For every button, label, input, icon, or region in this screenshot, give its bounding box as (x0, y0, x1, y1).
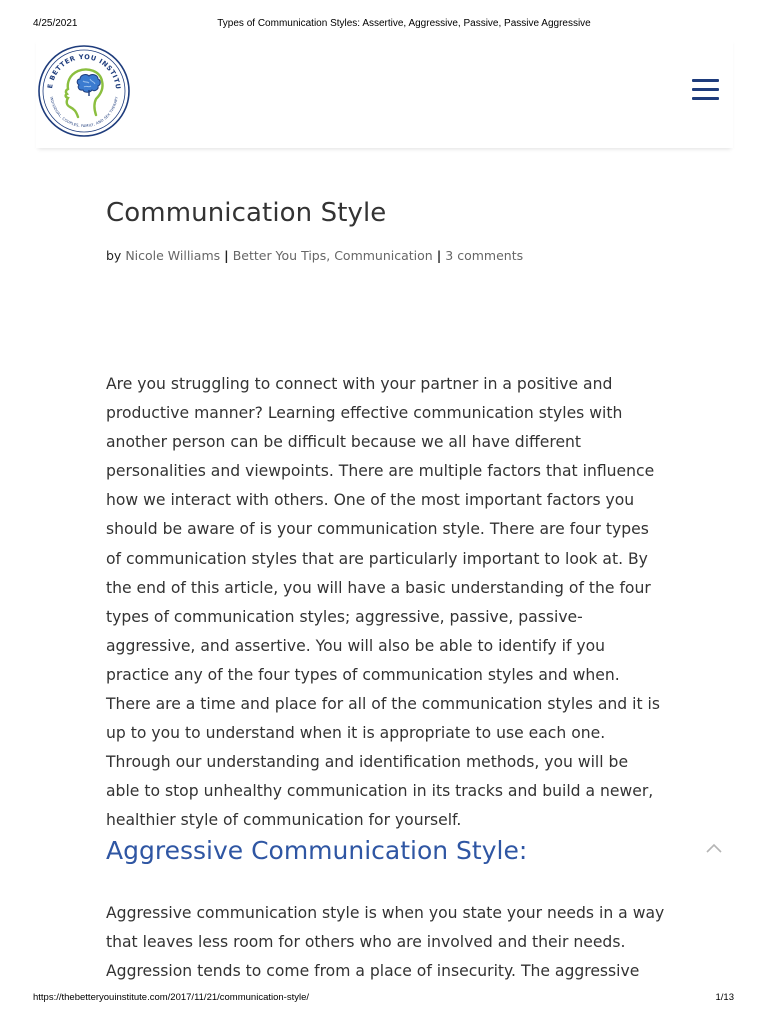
print-url: https://thebetteryouinstitute.com/2017/11/21/communication-style/ (33, 992, 310, 1003)
comments-link[interactable]: 3 comments (445, 248, 524, 263)
chevron-up-icon[interactable] (705, 841, 723, 855)
menu-bar (692, 79, 719, 82)
menu-bar (692, 88, 719, 91)
hamburger-menu-icon[interactable] (692, 79, 719, 101)
aggressive-paragraph: Aggressive communication style is when you state your needs in a way that leaves less room for others who are involved and their needs. Aggression tends to come from a place of insecurity. The aggressive (106, 904, 665, 981)
logo-icon (38, 43, 130, 138)
post-meta (106, 248, 523, 263)
meta-by: by (106, 248, 122, 263)
section-heading-aggressive: Aggressive Communication Style: (106, 836, 528, 865)
author-link[interactable]: Nicole Williams (125, 248, 221, 263)
meta-divider: | (436, 248, 442, 263)
intro-paragraph: Are you struggling to connect with your partner in a positive and productive manner? Learning effective communication styles with another person can be difficult because we all have different personalities and viewpoints. There are multiple factors that influence how we interact with others. One of the most important factors you should be aware of is your communication style. There are four types of communication styles that are particularly important to look at. By the end of this article, you will have a basic understanding of the four types of communication styles; aggressive, passive, passive-aggressive, and assertive. You will also be able to identify if you practice any of the four types of communication styles and when. There are a time and place for all of the communication styles and it is up to you to understand when it is appropriate to use each one. Through our understanding and identification methods, you will be able to stop unhealthy communication in its tracks and build a newer, healthier style of communication for yourself. (106, 375, 660, 830)
site-logo[interactable] (38, 43, 130, 138)
print-date: 4/25/2021 (33, 18, 78, 29)
category-link-better-you-tips[interactable]: Better You Tips (232, 248, 327, 263)
category-separator: , (326, 248, 335, 263)
print-page-number: 1/13 (715, 992, 734, 1003)
svg-text:THE BETTER YOU INSTITUTE: E BETTER YOU INSTITU (46, 52, 123, 91)
svg-text:INDIVIDUAL, COUPLES, FAMILY, A: INDIVIDUAL, COUPLES, FAMILY, AND SEX THERAPY (49, 96, 119, 129)
print-title: Types of Communication Styles: Assertive, Aggressive, Passive, Passive Aggressive (217, 18, 591, 29)
site-header (36, 38, 733, 148)
meta-divider: | (224, 248, 229, 263)
print-footer (0, 992, 768, 1006)
post-title: Communication Style (106, 198, 387, 228)
print-header (0, 18, 768, 32)
menu-bar (692, 97, 719, 100)
category-link-communication[interactable]: Communication (334, 248, 433, 263)
